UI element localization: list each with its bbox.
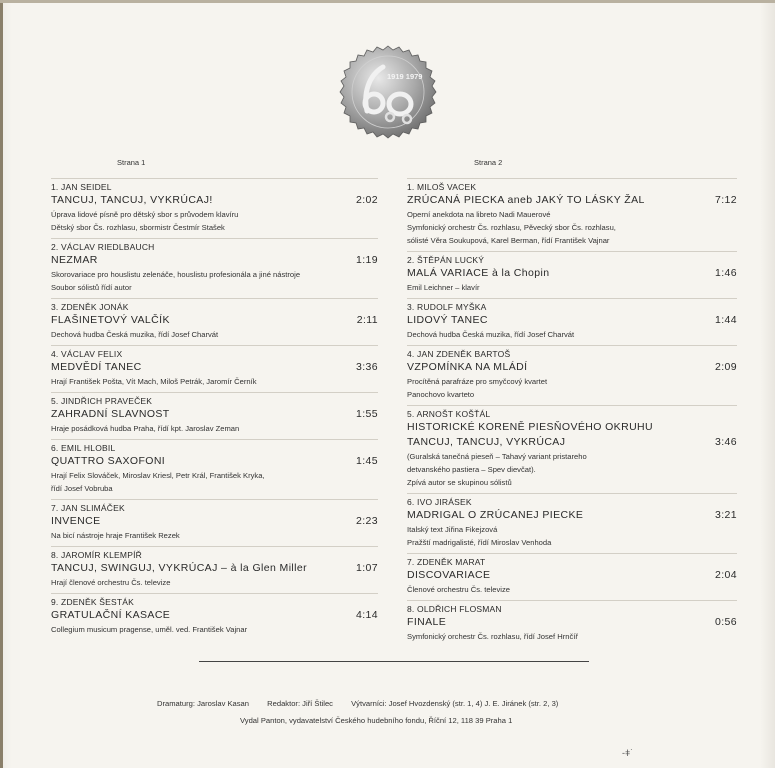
track-composer: 8. JAROMÍR KLEMPÍŘ: [51, 550, 142, 560]
credit-dramaturg: Dramaturg: Jaroslav Kasan: [157, 699, 250, 708]
track-title: TANCUJ, TANCUJ, VYKRÚCAJ!: [51, 194, 213, 206]
track-entry: [407, 251, 737, 294]
track-performer-note: Collegium musicum pragense, uměl. ved. František Vajnar: [51, 625, 248, 634]
track-title: GRATULAČNÍ KASACE: [51, 609, 171, 621]
track-composer: 6. IVO JIRÁSEK: [407, 497, 472, 507]
track-performer-note: řídí Josef Vobruba: [51, 484, 113, 493]
track-entry: [51, 546, 378, 589]
track-title-continued: TANCUJ, TANCUJ, VYKRÚCAJ: [407, 436, 566, 448]
track-title: ZRÚCANÁ PIECKA aneb JAKÝ TO LÁSKY ŽAL: [407, 194, 645, 206]
track-duration: 3:46: [714, 436, 737, 448]
track-entry: [407, 345, 737, 401]
track-title: DISCOVARIACE: [407, 569, 491, 581]
track-title: FLAŠINETOVÝ VALČÍK: [51, 314, 170, 326]
track-performer-note: sólisté Věra Soukupová, Karel Berman, řídí František Vajnar: [407, 236, 610, 245]
track-performer-note: Emil Leichner – klavír: [407, 283, 480, 292]
track-composer: 6. EMIL HLOBIL: [51, 443, 116, 453]
track-entry: [407, 298, 737, 341]
track-composer: 4. VÁCLAV FELIX: [51, 349, 123, 359]
track-entry: [51, 439, 378, 495]
track-title: MADRIGAL O ZRÚCANEJ PIECKE: [407, 509, 584, 521]
track-entry: [51, 238, 378, 294]
track-performer-note: Dětský sbor Čs. rozhlasu, sbormistr Čestmír Stašek: [51, 223, 225, 232]
track-composer: 1. JAN SEIDEL: [51, 182, 112, 192]
side-2-tracklist: [407, 178, 737, 647]
track-performer-note: Soubor sólistů řídí autor: [51, 283, 132, 292]
track-title: HISTORICKÉ KORENĚ PIESŇOVÉHO OKRUHU: [407, 421, 654, 433]
track-composer: 2. ŠTĚPÁN LUCKÝ: [407, 255, 485, 265]
track-entry: [51, 298, 378, 341]
track-entry: [407, 600, 737, 643]
track-duration: 2:02: [355, 194, 378, 206]
track-performer-note: Pražští madrigalisté, řídí Miroslav Venhoda: [407, 538, 552, 547]
track-composer: 9. ZDENĚK ŠESTÁK: [51, 597, 135, 607]
track-performer-note: Zpívá autor se skupinou sólistů: [407, 478, 512, 487]
track-performer-note: detvanského pastiera – Spev dievčat).: [407, 465, 536, 474]
side-2-label: Strana 2: [474, 158, 503, 167]
sleeve-left-edge: [0, 0, 3, 768]
track-performer-note: Dechová hudba Česká muzika, řídí Josef Charvát: [51, 330, 219, 339]
track-performer-note: (Guralská tanečná pieseň – Tahavý variant pristareho: [407, 452, 587, 461]
track-composer: 2. VÁCLAV RIEDLBAUCH: [51, 242, 155, 252]
track-performer-note: Členové orchestru Čs. televize: [407, 585, 510, 594]
track-performer-note: Italský text Jiřina Fikejzová: [407, 525, 498, 534]
track-performer-note: Symfonický orchestr Čs. rozhlasu, Pěvecký sbor Čs. rozhlasu,: [407, 223, 616, 232]
track-title: FINALE: [407, 616, 447, 628]
track-composer: 3. RUDOLF MYŠKA: [407, 302, 487, 312]
footer-divider: [199, 661, 589, 662]
track-performer-note: Dechová hudba Česká muzika, řídí Josef Charvát: [407, 330, 575, 339]
track-title: INVENCE: [51, 515, 101, 527]
track-duration: 1:19: [355, 254, 378, 266]
track-entry: [407, 405, 737, 489]
track-performer-note: Skorovariace pro houslistu zelenáče, houslistu profesionála a jiné nástroje: [51, 270, 301, 279]
credit-redaktor: Redaktor: Jiří Štilec: [267, 699, 333, 708]
track-duration: 0:56: [714, 616, 737, 628]
track-performer-note: Panochovo kvarteto: [407, 390, 475, 399]
track-title: MEDVĚDÍ TANEC: [51, 361, 142, 373]
track-entry: [407, 178, 737, 247]
track-performer-note: Procítěná parafráze pro smyčcový kvartet: [407, 377, 548, 386]
track-title: NEZMAR: [51, 254, 98, 266]
track-duration: 2:04: [714, 569, 737, 581]
track-entry: [407, 493, 737, 549]
side-1-tracklist: [51, 178, 378, 640]
track-composer: 5. ARNOŠT KOŠŤÁL: [407, 409, 491, 419]
track-composer: 7. JAN SLIMÁČEK: [51, 503, 125, 513]
track-duration: 2:09: [714, 361, 737, 373]
track-duration: 1:46: [714, 267, 737, 279]
track-duration: 1:45: [355, 455, 378, 467]
track-performer-note: Operní anekdota na libreto Nadi Mauerové: [407, 210, 551, 219]
track-composer: 1. MILOŠ VACEK: [407, 182, 477, 192]
track-title: QUATTRO SAXOFONI: [51, 455, 166, 467]
track-entry: [51, 392, 378, 435]
track-performer-note: Hrají členové orchestru Čs. televize: [51, 578, 171, 587]
track-duration: 3:21: [714, 509, 737, 521]
track-entry: [51, 593, 378, 636]
track-performer-note: Hraje posádková hudba Praha, řídí kpt. Jaroslav Zeman: [51, 424, 240, 433]
track-entry: [51, 499, 378, 542]
track-performer-note: Úprava lidové písně pro dětský sbor s průvodem klavíru: [51, 210, 239, 219]
track-title: ZAHRADNÍ SLAVNOST: [51, 408, 170, 420]
track-performer-note: Na bicí nástroje hraje František Rezek: [51, 531, 180, 540]
track-duration: 1:44: [714, 314, 737, 326]
credit-artists: Výtvarníci: Josef Hvozdenský (str. 1, 4) J. E. Jiránek (str. 2, 3): [351, 699, 559, 708]
credits-staff-row: [157, 699, 574, 708]
side-1-label: Strana 1: [117, 158, 146, 167]
track-entry: [51, 178, 378, 234]
track-title: TANCUJ, SWINGUJ, VYKRÚCAJ – à la Glen Miller: [51, 562, 308, 574]
track-performer-note: Hrají František Pošta, Vít Mach, Miloš Petrák, Jaromír Černík: [51, 377, 257, 386]
track-performer-note: Hrají Felix Slováček, Miroslav Kriesl, Petr Král, František Kryka,: [51, 471, 265, 480]
seal-years-text: 1919 1979: [387, 72, 423, 81]
credit-publisher: Vydal Panton, vydavatelství Českého hudebního fondu, Říční 12, 118 39 Praha 1: [240, 716, 513, 725]
track-title: MALÁ VARIACE à la Chopin: [407, 267, 550, 279]
track-title: VZPOMÍNKA NA MLÁDÍ: [407, 361, 528, 373]
track-composer: 7. ZDENĚK MARAT: [407, 557, 486, 567]
anniversary-seal-logo: [339, 41, 437, 143]
track-composer: 5. JINDŘICH PRAVEČEK: [51, 396, 153, 406]
track-entry: [51, 345, 378, 388]
track-composer: 4. JAN ZDENĚK BARTOŠ: [407, 349, 511, 359]
track-duration: 2:11: [356, 314, 378, 326]
track-duration: 2:23: [355, 515, 378, 527]
track-performer-note: Symfonický orchestr Čs. rozhlasu, řídí Josef Hrnčíř: [407, 632, 578, 641]
sleeve-top-edge: [0, 0, 775, 3]
track-duration: 1:07: [355, 562, 378, 574]
track-duration: 1:55: [355, 408, 378, 420]
track-composer: 3. ZDENĚK JONÁK: [51, 302, 129, 312]
track-duration: 4:14: [355, 609, 378, 621]
track-duration: 7:12: [714, 194, 737, 206]
print-mark: -ǂ˙: [622, 748, 634, 758]
track-entry: [407, 553, 737, 596]
track-duration: 3:36: [355, 361, 378, 373]
track-composer: 8. OLDŘICH FLOSMAN: [407, 604, 502, 614]
track-title: LIDOVÝ TANEC: [407, 314, 488, 326]
